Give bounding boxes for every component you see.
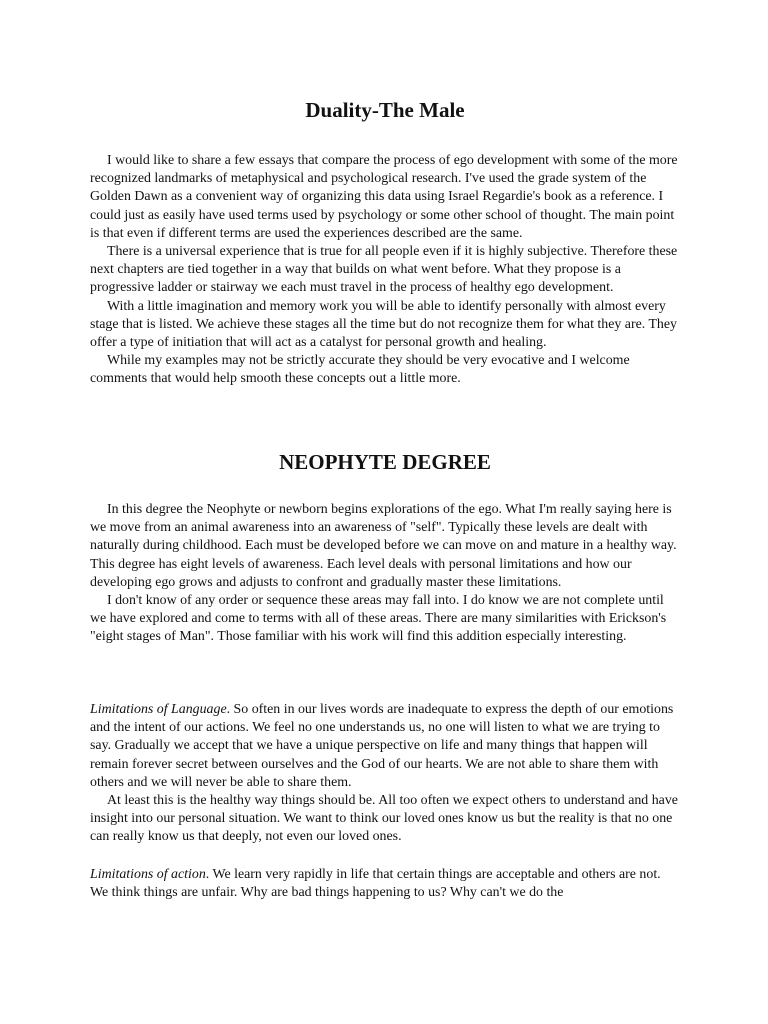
intro-paragraph: I would like to share a few essays that compare the process of ego development with some of the more recognized landmarks of metaphysical and psychological research. I've used the grade system of the Golden Dawn as a convenient way of organizing this data using Israel Regardie's book as a reference. I could just as easily have used terms used by psychology or some other school of thought. The main point is that even if different terms are used the experiences described are the same. [90,153,678,241]
action-term: Limitations of action [90,867,206,882]
action-section [90,866,680,902]
language-followup-paragraph: At least this is the healthy way things should be. All too often we expect others to understand and have insight into our personal situation. We want to think our loved ones know us but the reality is that no one can really know us that deeply, not even our loved ones. [90,793,678,845]
neophyte-paragraph: In this degree the Neophyte or newborn begins explorations of the ego. What I'm really saying here is we move from an animal awareness into an awareness of "self". Typically these levels are dealt with naturally during childhood. Each must be developed before we can move on and mature in a healthy way. This degree has eight levels of awareness. Each level deals with personal limitations and how our developing ego grows and adjusts to confront and gradually master these limitations. [90,502,677,590]
neophyte-section [90,501,680,647]
language-section [90,701,680,847]
document-title: Duality-The Male [305,98,465,122]
intro-paragraph: There is a universal experience that is true for all people even if it is highly subjective. Therefore these next chapters are tied together in a way that builds on what went before. What they propose is a progressive ladder or stairway we each must travel in the process of healthy ego development. [90,244,678,296]
language-term: Limitations of Language [90,702,227,717]
language-paragraph [90,701,680,792]
intro-paragraph: With a little imagination and memory work you will be able to identify personally with almost every stage that is listed. We achieve these stages all the time but do not recognize them for what they are. They offer a type of initiation that will act as a catalyst for personal growth and healing. [90,298,677,351]
intro-paragraph: While my examples may not be strictly accurate they should be very evocative and I welcome comments that would help smooth these concepts out a little more. [90,353,630,387]
section-heading-neophyte: NEOPHYTE DEGREE [279,450,491,474]
action-text: . We learn very rapidly in life that certain things are acceptable and others are not. We think things are unfair. Why are bad things happening to us? Why can't we do the [90,867,661,901]
neophyte-paragraph: I don't know of any order or sequence these areas may fall into. I do know we are not complete until we have explored and come to terms with all of these areas. There are many similarities with Erickson's "eight stages of Man". Those familiar with his work will find this addition especially interesting. [90,593,667,645]
language-text: . So often in our lives words are inadequate to express the depth of our emotions and the intent of our actions. We feel no one understands us, no one will listen to what we are trying to say. Gradually we accept that we have a unique perspective on life and many things that happen will remain forever secret between ourselves and the God of our hearts. We are not able to share them with others and we will never be able to share them. [90,702,674,790]
action-paragraph [90,866,680,902]
intro-section [90,152,680,389]
